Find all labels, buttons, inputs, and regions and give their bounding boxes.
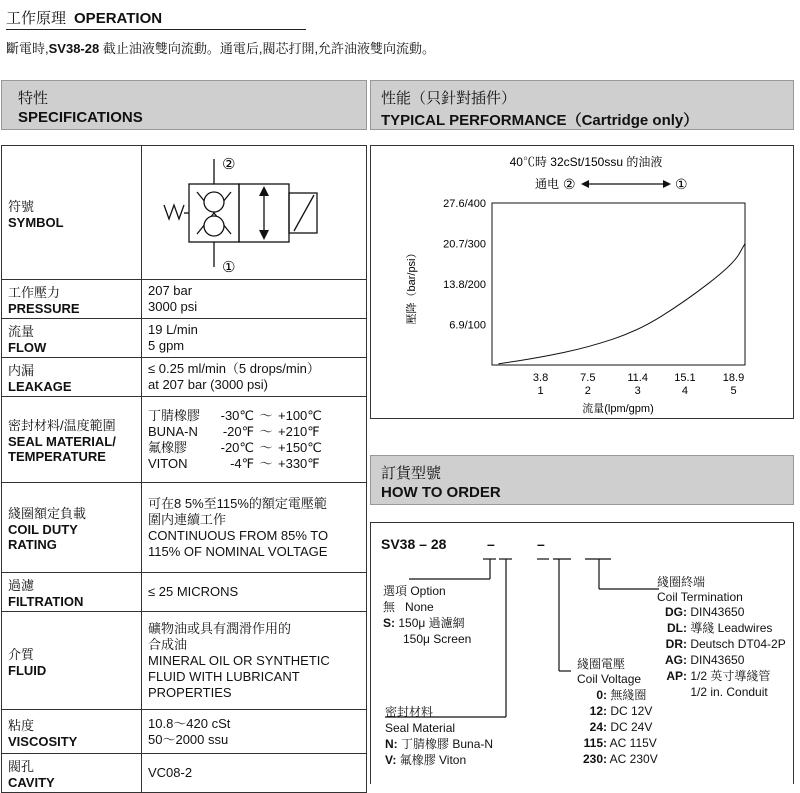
spec-row-fluid <box>2 612 367 710</box>
x-tick-label-gpm: 5 <box>730 385 737 397</box>
pressure-label-zh: 工作壓力 <box>8 285 61 300</box>
spec-row-symbol <box>2 146 367 280</box>
coil-voltage-option: 115: AC 115V <box>583 736 657 750</box>
coil-zh-1: 可在8 5%至115%的額定電壓範 <box>148 495 327 511</box>
port2-marker: ② <box>222 154 236 173</box>
operation-title-en: OPERATION <box>74 10 163 27</box>
leakage-pressure: at 207 bar (3000 psi) <box>148 377 268 392</box>
flow-lpm: 19 L/min <box>148 322 198 337</box>
coil-termination-option: 1/2 in. Conduit <box>687 685 768 699</box>
spec-row-coil <box>2 483 367 573</box>
coil-en-1: CONTINUOUS FROM 85% TO <box>148 527 329 543</box>
order-title-zh: 訂貨型號 <box>381 465 442 482</box>
coil-zh-2: 圍内連續工作 <box>148 511 227 527</box>
x-tick-label-gpm: 2 <box>584 385 591 397</box>
direction-from: ② <box>563 176 576 192</box>
coil-voltage-option: 230: AC 230V <box>582 752 658 766</box>
fluid-zh-1: 礦物油或具有潤滑作用的 <box>148 620 292 636</box>
seal-label-en2: TEMPERATURE <box>8 449 106 464</box>
x-tick-label-lpm: 3.8 <box>532 372 549 384</box>
option-none: 無 None <box>383 600 434 614</box>
x-tick-label-lpm: 7.5 <box>580 372 596 384</box>
coil-termination-option: AP: 1/2 英寸導綫管 <box>666 669 771 683</box>
spring-zigzag <box>164 205 184 219</box>
port1-marker: ① <box>222 257 236 276</box>
order-header <box>370 455 794 505</box>
flow-label-en: FLOW <box>8 340 47 355</box>
coil-voltage-label-en: Coil Voltage <box>577 672 642 686</box>
fluid-en-3: PROPERTIES <box>148 684 232 700</box>
spec-row-leakage <box>2 358 367 397</box>
option-screen: S: 150μ 過濾網 <box>383 616 465 630</box>
options-label: 選項 Option <box>383 584 446 598</box>
flow-gpm: 5 gpm <box>148 338 185 353</box>
option-screen-en: 150μ Screen <box>403 632 472 646</box>
filtration-value: ≤ 25 MICRONS <box>148 584 239 599</box>
performance-chart-box <box>370 145 794 419</box>
direction-to: ① <box>675 176 688 192</box>
coil-termination-label-en: Coil Termination <box>657 590 743 604</box>
coil-voltage-option: 0: 無綫圈 <box>596 688 647 702</box>
solenoid-box <box>289 193 317 233</box>
seal-row: 丁腈橡膠 -30℃ ～ +100℃ <box>148 407 322 423</box>
arrow-down-head <box>259 230 269 240</box>
leakage-label-zh: 内漏 <box>8 363 35 378</box>
symbol-label-zh: 符號 <box>8 198 35 214</box>
order-model-code: SV38 – 28 <box>381 536 447 552</box>
specifications-header <box>1 80 367 130</box>
operation-desc-rest: 截止油液雙向流動。通電后,閥芯打開,允許油液雙向流動。 <box>99 41 436 56</box>
operation-model: SV38-28 <box>48 41 100 56</box>
filtration-label-en: FILTRATION <box>8 594 84 609</box>
flow-label-zh: 流量 <box>8 324 35 339</box>
x-tick-label-gpm: 4 <box>681 385 689 397</box>
leakage-rate: ≤ 0.25 ml/min（5 drops/min） <box>148 361 320 376</box>
coil-termination-option: DL: 導綫 Leadwires <box>667 621 773 635</box>
direction-label: 通电 <box>534 177 559 191</box>
operation-heading <box>6 8 306 30</box>
x-tick-label-gpm: 3 <box>634 385 641 397</box>
viscosity-label-zh: 粘度 <box>8 717 35 733</box>
y-tick-label: 6.9/100 <box>449 319 486 332</box>
spec-row-cavity <box>2 754 367 793</box>
spec-row-flow <box>2 319 367 358</box>
direction-arrow-right <box>663 180 671 188</box>
chart-title: 40℃時 32cSt/150ssu 的油液 <box>509 155 663 169</box>
order-dash-1: – <box>487 536 495 552</box>
filtration-label-zh: 過濾 <box>8 578 35 593</box>
direction-arrow-left <box>581 180 589 188</box>
pressure-label-en: PRESSURE <box>8 301 80 316</box>
performance-chart <box>371 146 793 418</box>
seal-label-zh: 密封材料/温度範圍 <box>8 418 116 433</box>
y-tick-label: 13.8/200 <box>443 279 486 291</box>
cavity-value: VC08-2 <box>148 765 193 780</box>
seal-material-label-en: Seal Material <box>385 721 456 735</box>
performance-header <box>370 80 794 130</box>
symbol-label-en: SYMBOL <box>8 214 64 230</box>
x-tick-label-lpm: 11.4 <box>627 372 648 384</box>
seal-row: BUNA-N -20℉ ～ +210℉ <box>148 423 320 439</box>
pressure-psi: 3000 psi <box>148 299 198 314</box>
y-tick-label: 20.7/300 <box>443 238 486 251</box>
fluid-en-2: FLUID WITH LUBRICANT <box>148 668 300 684</box>
fluid-label-en: FLUID <box>8 662 47 678</box>
valve-symbol-cell <box>142 146 367 280</box>
coil-termination-label-zh: 綫圈終端 <box>657 575 706 589</box>
cavity-label-zh: 閥孔 <box>8 759 35 774</box>
leakage-label-en: LEAKAGE <box>8 379 72 394</box>
coil-label-en2: RATING <box>8 537 57 552</box>
seal-option-v: V: 氟橡膠 Viton <box>385 753 467 767</box>
order-title-en: HOW TO ORDER <box>381 484 501 501</box>
coil-label-zh: 綫圈額定負載 <box>8 506 87 521</box>
seal-temperature-list <box>142 397 367 483</box>
viscosity-ssu: 50～2000 ssu <box>148 731 229 747</box>
spec-row-filtration <box>2 573 367 612</box>
performance-title-en: TYPICAL PERFORMANCE（Cartridge only） <box>381 112 699 129</box>
y-axis-label: 壓降（bar/psi） <box>406 247 418 325</box>
specifications-table <box>1 145 367 793</box>
viscosity-label-en: VISCOSITY <box>8 733 78 749</box>
arrow-up-head <box>259 186 269 196</box>
spec-row-seal <box>2 397 367 483</box>
cavity-label-en: CAVITY <box>8 775 55 790</box>
operation-title-zh: 工作原理 <box>6 10 67 27</box>
spec-row-pressure <box>2 280 367 319</box>
spec-row-viscosity <box>2 710 367 754</box>
order-box <box>370 522 794 784</box>
fluid-en-1: MINERAL OIL OR SYNTHETIC <box>148 652 330 668</box>
seal-option-n: N: 丁腈橡膠 Buna-N <box>385 737 494 751</box>
operation-desc-prefix: 斷電時, <box>6 41 49 56</box>
x-tick-label-gpm: 1 <box>537 385 544 397</box>
seal-row: 氟橡膠 -20℃ ～ +150℃ <box>148 439 322 455</box>
y-tick-label: 27.6/400 <box>443 198 486 210</box>
x-tick-label-lpm: 15.1 <box>674 372 696 384</box>
order-dash-2: – <box>537 536 545 552</box>
pressure-bar: 207 bar <box>148 283 193 298</box>
coil-voltage-option: 24: DC 24V <box>589 720 653 734</box>
fluid-label-zh: 介質 <box>8 646 35 662</box>
specifications-title-zh: 特性 <box>18 90 49 107</box>
check-ball-bottom <box>204 216 224 236</box>
specifications-title-en: SPECIFICATIONS <box>18 109 143 126</box>
coil-voltage-label-zh: 綫圈電壓 <box>577 657 626 671</box>
viscosity-cst: 10.8～420 cSt <box>148 715 231 731</box>
coil-termination-option: DG: DIN43650 <box>665 605 745 619</box>
pressure-drop-curve <box>498 244 745 364</box>
x-axis-label: 流量(lpm/gpm) <box>582 403 654 415</box>
x-tick-label-lpm: 18.9 <box>722 372 745 384</box>
coil-label-en1: COIL DUTY <box>8 522 78 537</box>
symbol-label <box>2 146 142 280</box>
valve-symbol-diagram <box>142 147 366 279</box>
operation-description <box>6 38 435 57</box>
fluid-zh-2: 合成油 <box>148 636 188 652</box>
seal-material-label-zh: 密封材料 <box>385 705 434 719</box>
coil-termination-option: DR: Deutsch DT04-2P <box>665 637 786 651</box>
seal-label-en1: SEAL MATERIAL/ <box>8 434 116 449</box>
coil-termination-option: AG: DIN43650 <box>665 653 745 667</box>
seal-row: VITON -4℉ ～ +330℉ <box>148 455 320 471</box>
coil-en-2: 115% OF NOMINAL VOLTAGE <box>148 543 328 559</box>
coil-voltage-option: 12: DC 12V <box>589 704 653 718</box>
check-ball-top <box>204 192 224 212</box>
performance-title-zh: 性能（只針對插件） <box>381 90 517 107</box>
